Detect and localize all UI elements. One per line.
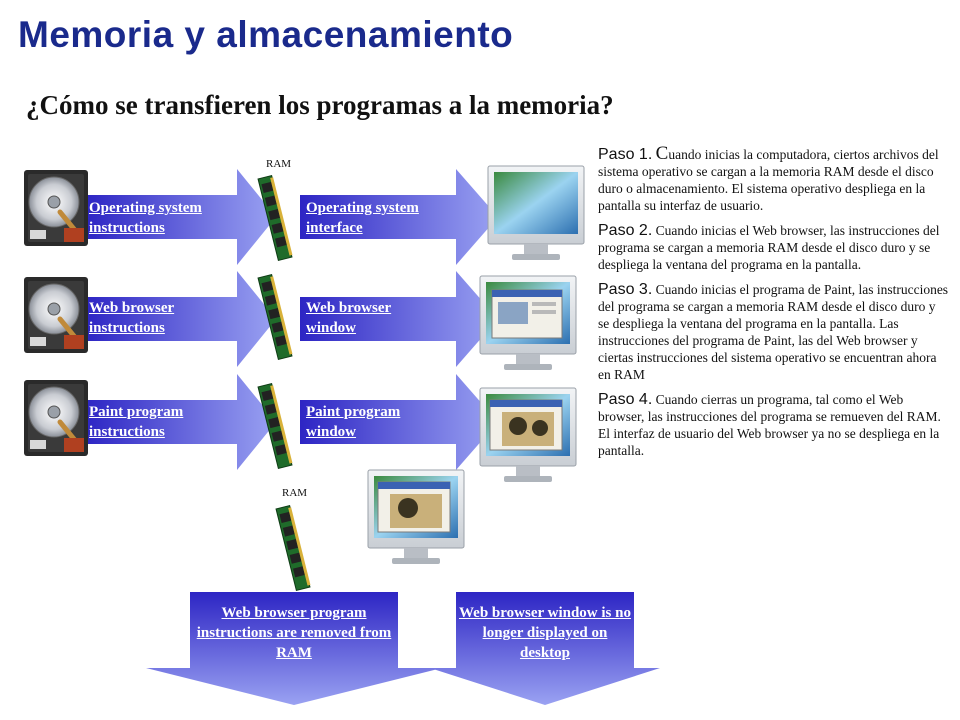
desktop-monitor-icon [488, 166, 584, 260]
row-3-window-label: Paint program window [306, 404, 401, 440]
step-1 [598, 145, 950, 214]
ram-label-bottom: RAM [282, 487, 308, 499]
row-2-window-label: Web browser window [306, 300, 392, 336]
step-2 [598, 222, 950, 273]
step-1-text: uando inicias la computadora, ciertos archivos del sistema operativo se cargan a la memoria RAM desde el disco duro o almacenamiento. El sistema operativo despliega en la pantalla su interfaz de usuario. [598, 147, 939, 213]
row-1-interface-label: Operating system interface [306, 200, 419, 236]
down-arrow-window-label: Web browser window is no longer displayed on desktop [459, 605, 631, 661]
step-3-label: Paso 3. [598, 281, 653, 298]
hard-disk-icon [24, 277, 88, 353]
row-1-instructions-label: Operating system instructions [89, 200, 202, 236]
step-3-text: Cuando inicias el programa de Paint, las instrucciones del programa se cargan a memoria RAM desde el disco duro y se despliega la ventana del programa en la pantalla. Las instrucciones del programa de Paint, las del Web browser y ciertas instrucciones del sistema operativo se encuentran ahora en RAM [598, 282, 949, 382]
ram-module-icon [276, 505, 311, 590]
page-subtitle: ¿Cómo se transfieren los programas a la memoria? [26, 90, 614, 120]
step-2-text: Cuando inicias el Web browser, las instrucciones del programa se cargan a memoria RAM desde el disco duro y se despliega la ventana del programa en la pantalla. [598, 223, 940, 272]
ram-label-top: RAM [266, 158, 292, 170]
row-3-instructions-label: Paint program instructions [89, 404, 184, 440]
step-1-cap: C [655, 143, 669, 164]
step-1-label: Paso 1. [598, 146, 653, 163]
step-2-label: Paso 2. [598, 222, 653, 239]
hard-disk-icon [24, 380, 88, 456]
step-4 [598, 391, 950, 459]
steps-panel [598, 145, 950, 467]
page-title: Memoria y almacenamiento [18, 14, 514, 55]
step-3 [598, 281, 950, 383]
down-arrow-remove-label: Web browser program instructions are removed from RAM [196, 605, 392, 661]
hard-disk-icon [24, 170, 88, 246]
step-4-label: Paso 4. [598, 391, 653, 408]
row-2-instructions-label: Web browser instructions [89, 300, 175, 336]
step-4-text: Cuando cierras un programa, tal como el Web browser, las instrucciones del programa se remueven del RAM. El interfaz de usuario del Web browser ya no se despliega en la pantalla. [598, 392, 941, 458]
